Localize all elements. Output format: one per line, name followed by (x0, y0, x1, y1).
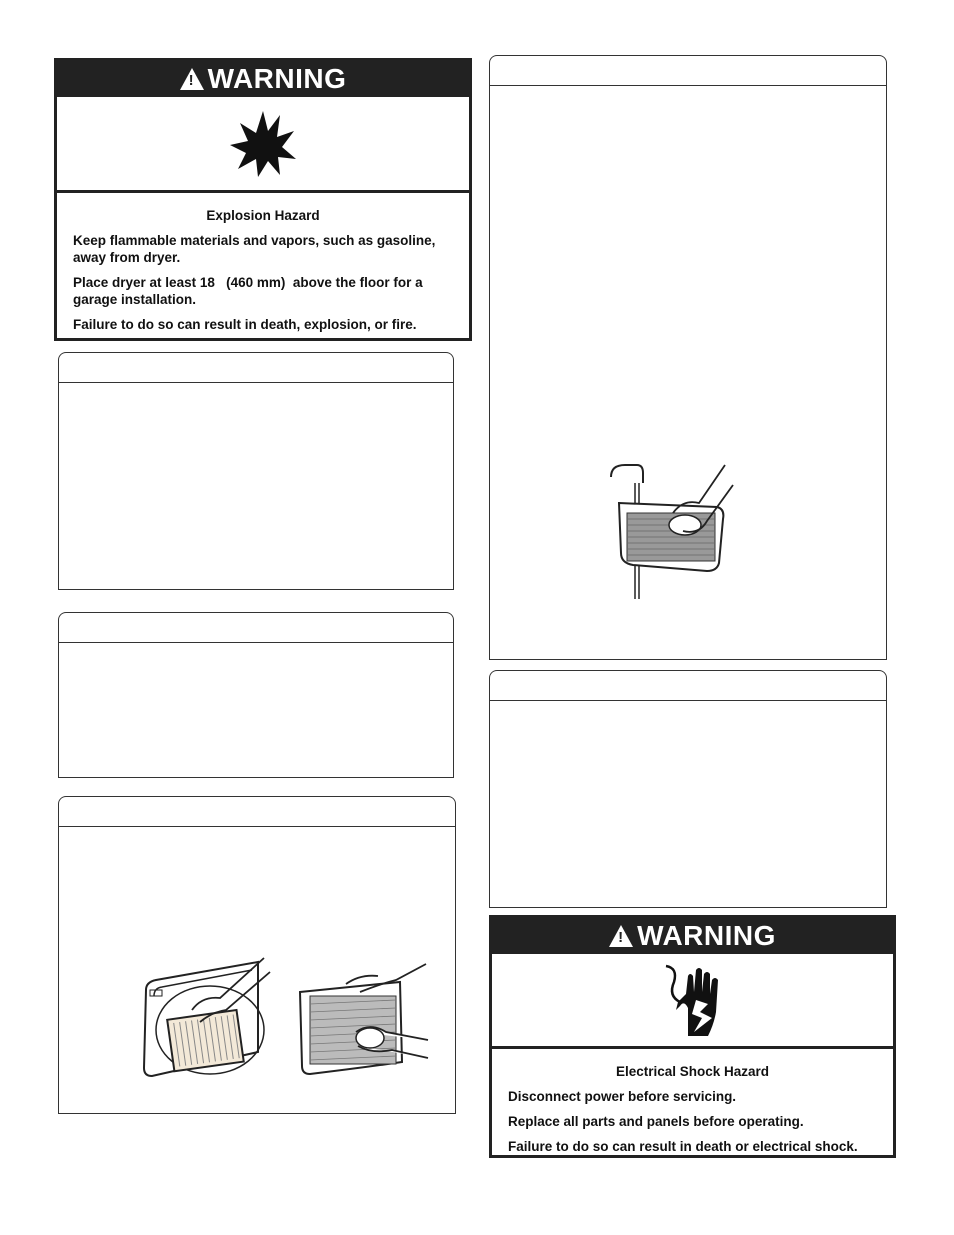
shock-icon-panel (492, 954, 893, 1049)
explosion-icon (228, 109, 298, 179)
electrical-shock-hand-icon (658, 962, 728, 1038)
hazard-title: Electrical Shock Hazard (615, 1064, 770, 1079)
section-body (58, 382, 454, 590)
warning-text (492, 1049, 893, 1155)
warning-line: Place dryer at least 18 (460 mm) above the floor for a garage installation. (73, 275, 427, 307)
warning-header (57, 61, 469, 97)
section-header (489, 55, 887, 85)
section-header (58, 352, 454, 382)
section-header (58, 796, 456, 826)
warning-line: Failure to do so can result in death, explosion, or fire. (73, 317, 417, 332)
section-box (58, 796, 456, 1114)
lint-screen-removal-illustration (140, 952, 430, 1082)
section-header (489, 670, 887, 700)
lint-screen-washing-illustration (607, 459, 737, 599)
hazard-title: Explosion Hazard (206, 208, 320, 223)
warning-header (492, 918, 893, 954)
explosion-icon-panel (57, 97, 469, 193)
section-box (58, 612, 454, 778)
warning-line: Keep flammable materials and vapors, such as gasoline, away from dryer. (73, 233, 436, 265)
electrical-shock-warning (489, 915, 896, 1158)
section-body (58, 642, 454, 778)
explosion-warning (54, 58, 472, 341)
warning-line: Failure to do so can result in death or electrical shock. (508, 1139, 858, 1154)
section-box (489, 55, 887, 660)
warning-title: WARNING (207, 63, 347, 94)
section-body (489, 700, 887, 908)
warning-line: Disconnect power before servicing. (508, 1089, 737, 1104)
warning-triangle-icon (609, 925, 633, 947)
section-header (58, 612, 454, 642)
warning-line: Replace all parts and panels before operating. (508, 1114, 804, 1129)
section-box (489, 670, 887, 908)
warning-title: WARNING (637, 920, 776, 951)
warning-triangle-icon (180, 68, 204, 90)
warning-text (57, 193, 469, 333)
section-box (58, 352, 454, 590)
